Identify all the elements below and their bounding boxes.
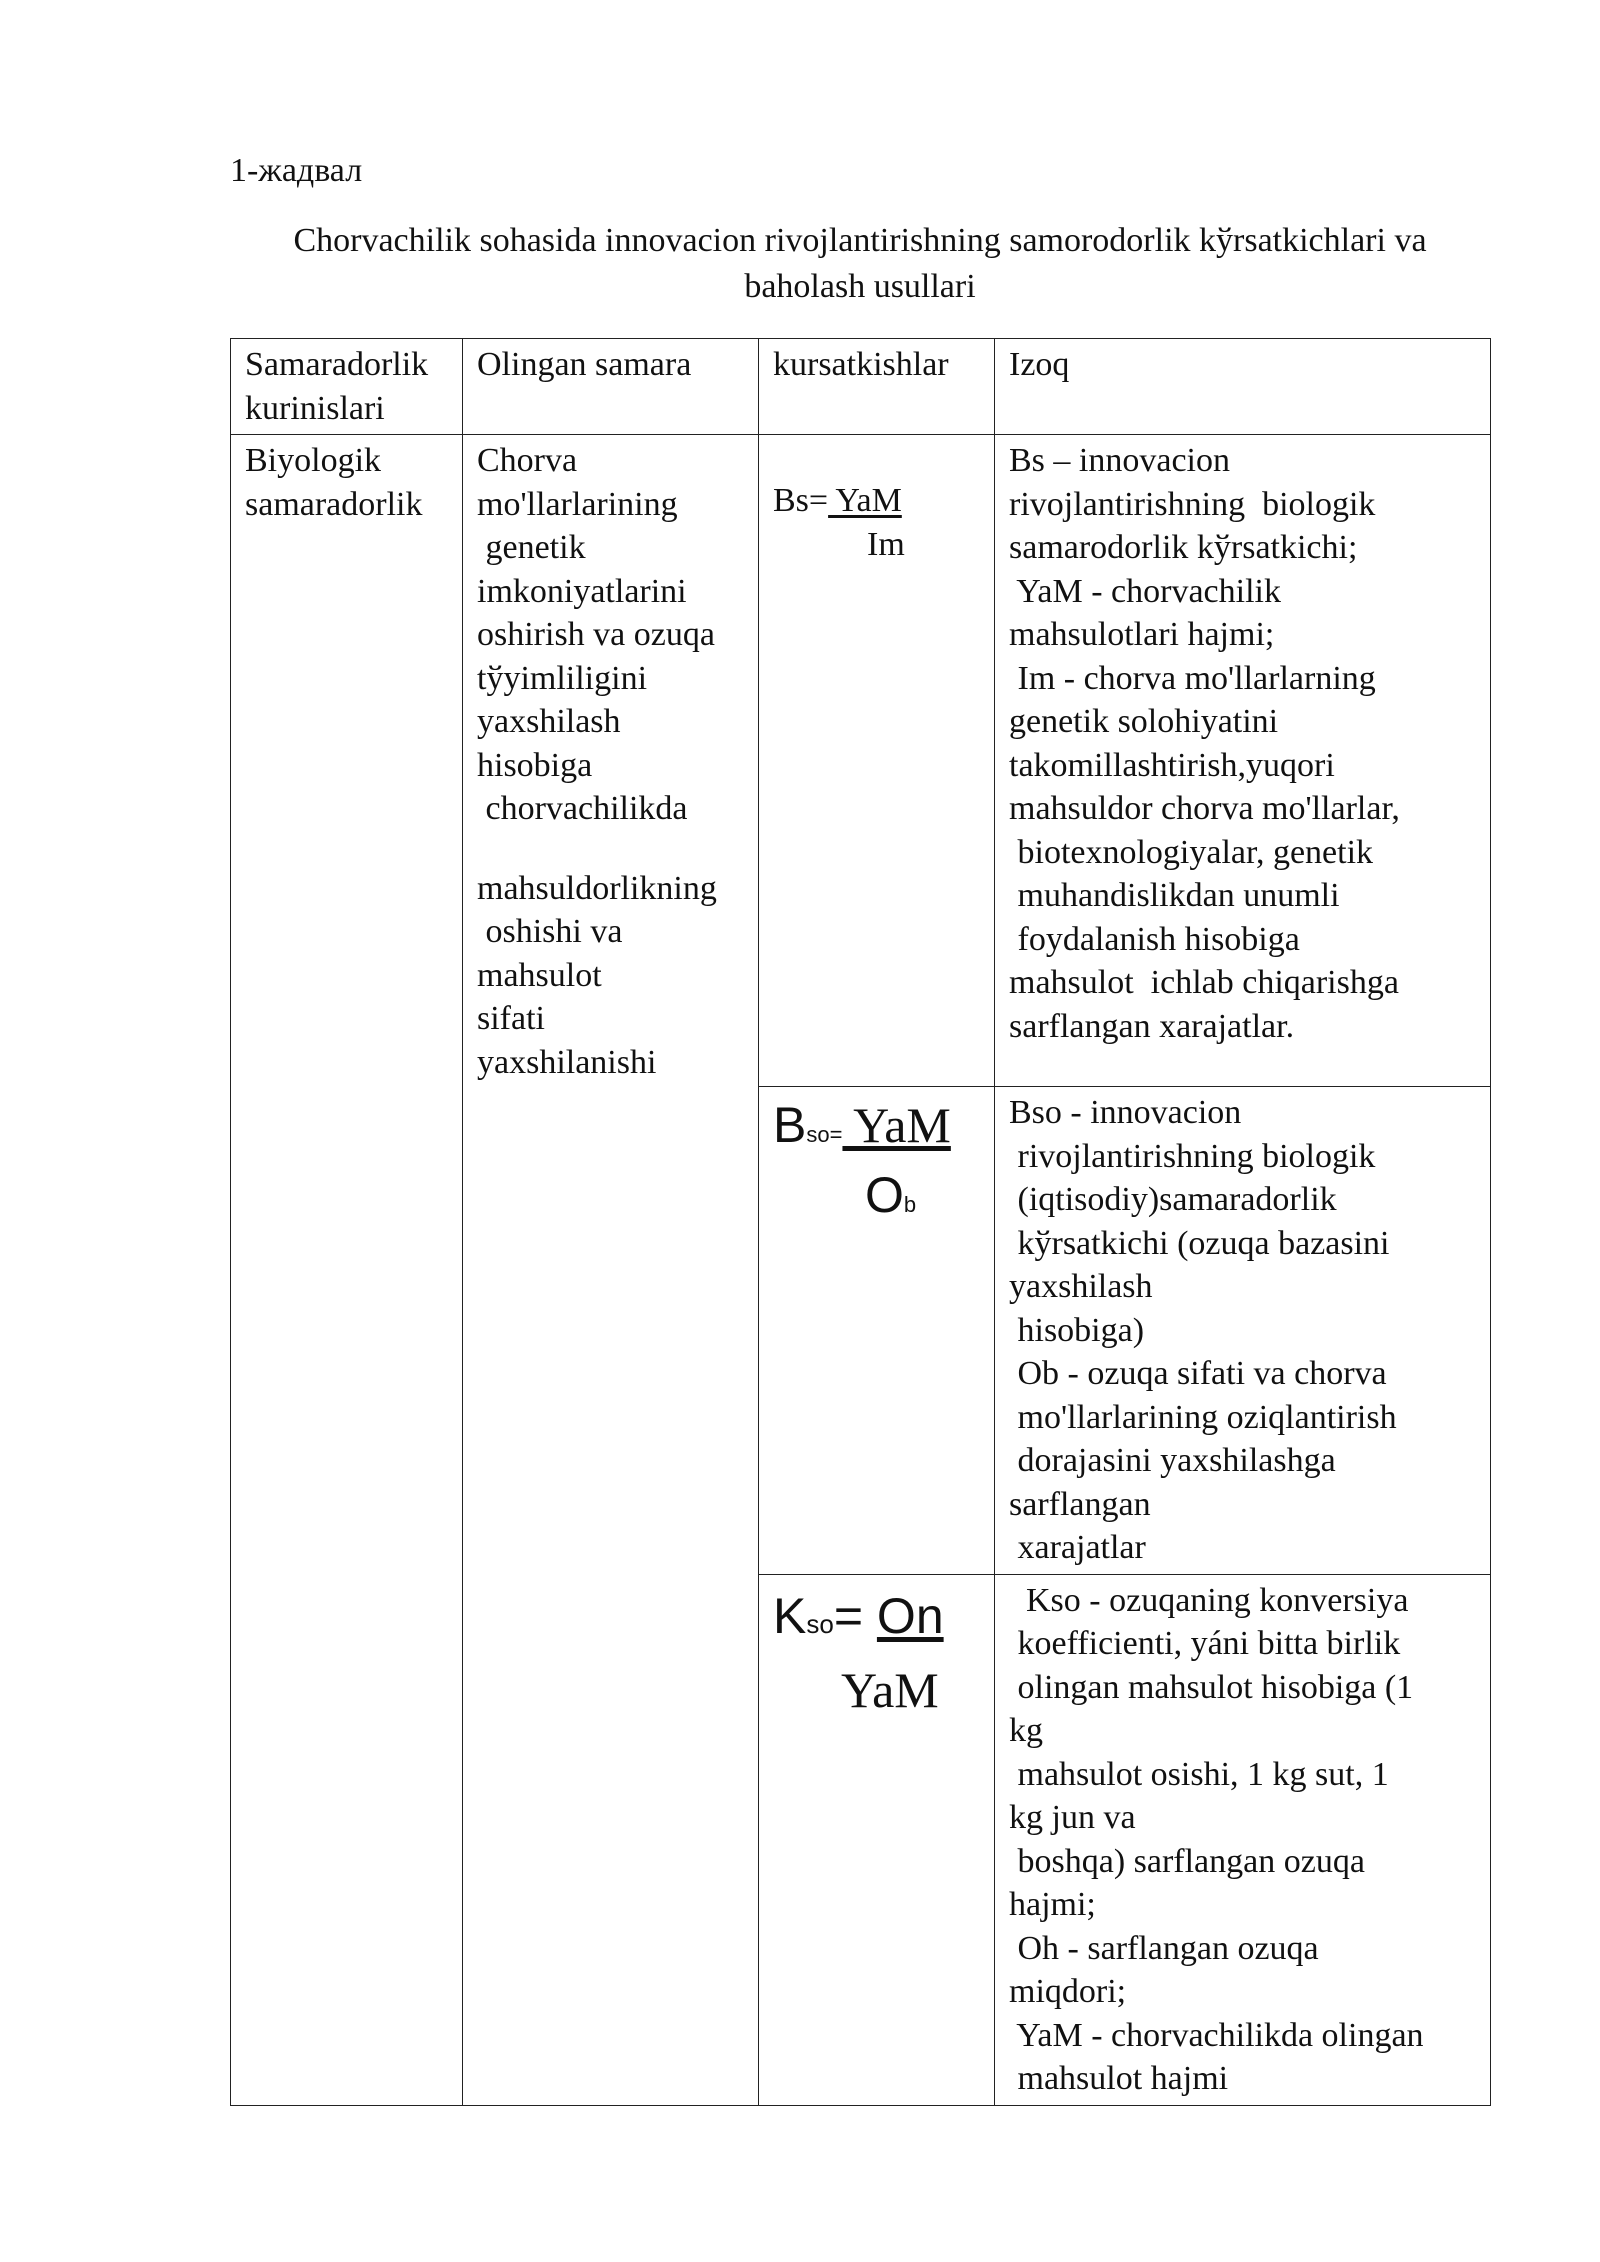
formula-numerator: On bbox=[876, 1587, 944, 1644]
cell-text: mahsuldorlikning bbox=[477, 869, 717, 907]
cell-text: kg bbox=[1009, 1712, 1043, 1749]
document-title bbox=[230, 218, 1490, 310]
cell-text: mahsulotlari hajmi; bbox=[1009, 616, 1275, 653]
cell-text: Bs – innovacion bbox=[1009, 442, 1230, 479]
formula-denominator: YaM bbox=[841, 1661, 939, 1718]
cell-text: mahsulot ichlab chiqarishga bbox=[1009, 964, 1399, 1001]
cell-text: (iqtisodiy)samaradorlik bbox=[1009, 1181, 1337, 1218]
header-text: kurinislari bbox=[245, 389, 385, 427]
cell-text: takomillashtirish,yuqori bbox=[1009, 746, 1335, 784]
cell-text: imkoniyatlarini bbox=[477, 572, 687, 610]
cell-text: boshqa) sarflangan ozuqa bbox=[1009, 1842, 1365, 1880]
header-cell-1 bbox=[231, 339, 463, 435]
formula-denominator: Im bbox=[867, 526, 905, 563]
description-cell-1 bbox=[995, 435, 1491, 1087]
cell-text: koefficienti, yáni bitta birlik bbox=[1009, 1625, 1401, 1662]
formula-cell-3 bbox=[759, 1574, 995, 2105]
cell-text: samaradorlik bbox=[245, 485, 423, 523]
formula-cell-1 bbox=[759, 435, 995, 1087]
cell-text: mahsulot bbox=[477, 956, 602, 994]
cell-text: samarodorlik kўrsatkichi; bbox=[1009, 529, 1358, 566]
cell-text: hisobiga bbox=[477, 746, 593, 784]
description-cell-3 bbox=[995, 1574, 1491, 2105]
obtained-effect-cell bbox=[463, 435, 759, 2106]
cell-text: kўrsatkichi (ozuqa bazasini bbox=[1009, 1224, 1390, 1262]
cell-text: Ob - ozuqa sifati va chorva bbox=[1009, 1355, 1387, 1392]
formula-numerator: YaM bbox=[842, 1097, 951, 1153]
header-text: kursatkishlar bbox=[773, 346, 949, 383]
header-cell-4 bbox=[995, 339, 1491, 435]
cell-text: mo'llarlarining bbox=[477, 485, 678, 523]
cell-text: biotexnologiyalar, genetik bbox=[1009, 833, 1374, 871]
header-text: Izoq bbox=[1009, 346, 1070, 383]
table-row bbox=[231, 435, 1491, 1087]
cell-text: muhandislikdan unumli bbox=[1009, 877, 1340, 914]
efficiency-type-cell bbox=[231, 435, 463, 2106]
title-line-1: Chorvachilik sohasida innovacion rivojlantirishning samorodorlik kўrsatkichlari va bbox=[293, 222, 1427, 259]
cell-text: hajmi; bbox=[1009, 1886, 1096, 1923]
cell-text: sarflangan xarajatlar. bbox=[1009, 1007, 1295, 1045]
cell-text: yaxshilash bbox=[1009, 1268, 1153, 1305]
cell-text: yaxshilash bbox=[477, 703, 621, 740]
formula-lhs: K bbox=[773, 1587, 807, 1644]
formula-lhs-sub: so= bbox=[806, 1122, 843, 1147]
cell-text: YaM - chorvachilikda olingan bbox=[1009, 2016, 1424, 2054]
formula-denominator-sub: b bbox=[903, 1192, 917, 1217]
formula-cell-2 bbox=[759, 1087, 995, 1575]
table-header-row bbox=[231, 339, 1491, 435]
formula-lhs-sub: so bbox=[806, 1608, 834, 1639]
cell-text: rivojlantirishning biologik bbox=[1009, 1137, 1376, 1175]
cell-text: miqdori; bbox=[1009, 1973, 1127, 2010]
formula-lhs: Bs= bbox=[773, 482, 829, 519]
indicators-table bbox=[230, 338, 1491, 2106]
formula-kso bbox=[773, 1583, 944, 1723]
cell-text: oshishi va bbox=[477, 913, 623, 950]
cell-text: dorajasini yaxshilashga bbox=[1009, 1442, 1336, 1479]
cell-text: mahsulot hajmi bbox=[1009, 2060, 1229, 2097]
cell-text: foydalanish hisobiga bbox=[1009, 920, 1300, 958]
title-line-2: baholash usullari bbox=[744, 268, 976, 305]
cell-text: Oh - sarflangan ozuqa bbox=[1009, 1929, 1319, 1967]
header-cell-3 bbox=[759, 339, 995, 435]
table-label: 1-жадвал bbox=[230, 152, 363, 189]
cell-text: oshirish va ozuqa bbox=[477, 616, 715, 653]
cell-text: Bso - innovacion bbox=[1009, 1094, 1242, 1131]
header-text: Samaradorlik bbox=[245, 346, 429, 383]
header-text: Olingan samara bbox=[477, 346, 692, 383]
cell-text: Biyologik bbox=[245, 442, 382, 479]
description-cell-2 bbox=[995, 1087, 1491, 1575]
cell-text: genetik bbox=[477, 529, 586, 566]
cell-text: kg jun va bbox=[1009, 1799, 1136, 1836]
cell-text: Chorva bbox=[477, 442, 578, 479]
formula-bs bbox=[773, 479, 905, 567]
cell-text: chorvachilikda bbox=[477, 790, 688, 827]
formula-numerator: YaM bbox=[828, 482, 902, 519]
formula-equals: = bbox=[833, 1587, 877, 1644]
header-cell-2 bbox=[463, 339, 759, 435]
cell-text: Kso - ozuqaning konversiya bbox=[1009, 1581, 1409, 1619]
cell-text: sarflangan bbox=[1009, 1485, 1151, 1523]
cell-text: sifati bbox=[477, 1000, 545, 1037]
cell-text: genetik solohiyatini bbox=[1009, 703, 1279, 740]
formula-bso bbox=[773, 1095, 951, 1235]
cell-text: olingan mahsulot hisobiga (1 bbox=[1009, 1668, 1414, 1706]
formula-denominator: O bbox=[865, 1167, 904, 1223]
cell-text: Im - chorva mo'llarlarning bbox=[1009, 659, 1376, 697]
cell-text: mahsuldor chorva mo'llarlar, bbox=[1009, 790, 1400, 827]
cell-text: yaxshilanishi bbox=[477, 1043, 657, 1081]
formula-lhs: B bbox=[773, 1097, 807, 1153]
cell-text: xarajatlar bbox=[1009, 1529, 1146, 1566]
cell-text: YaM - chorvachilik bbox=[1009, 572, 1281, 610]
cell-text: mahsulot osishi, 1 kg sut, 1 bbox=[1009, 1755, 1389, 1793]
cell-text: hisobiga) bbox=[1009, 1311, 1145, 1349]
cell-text: mo'llarlarining oziqlantirish bbox=[1009, 1398, 1397, 1436]
cell-text: rivojlantirishning biologik bbox=[1009, 485, 1376, 523]
cell-text: tўyimliligini bbox=[477, 659, 648, 697]
